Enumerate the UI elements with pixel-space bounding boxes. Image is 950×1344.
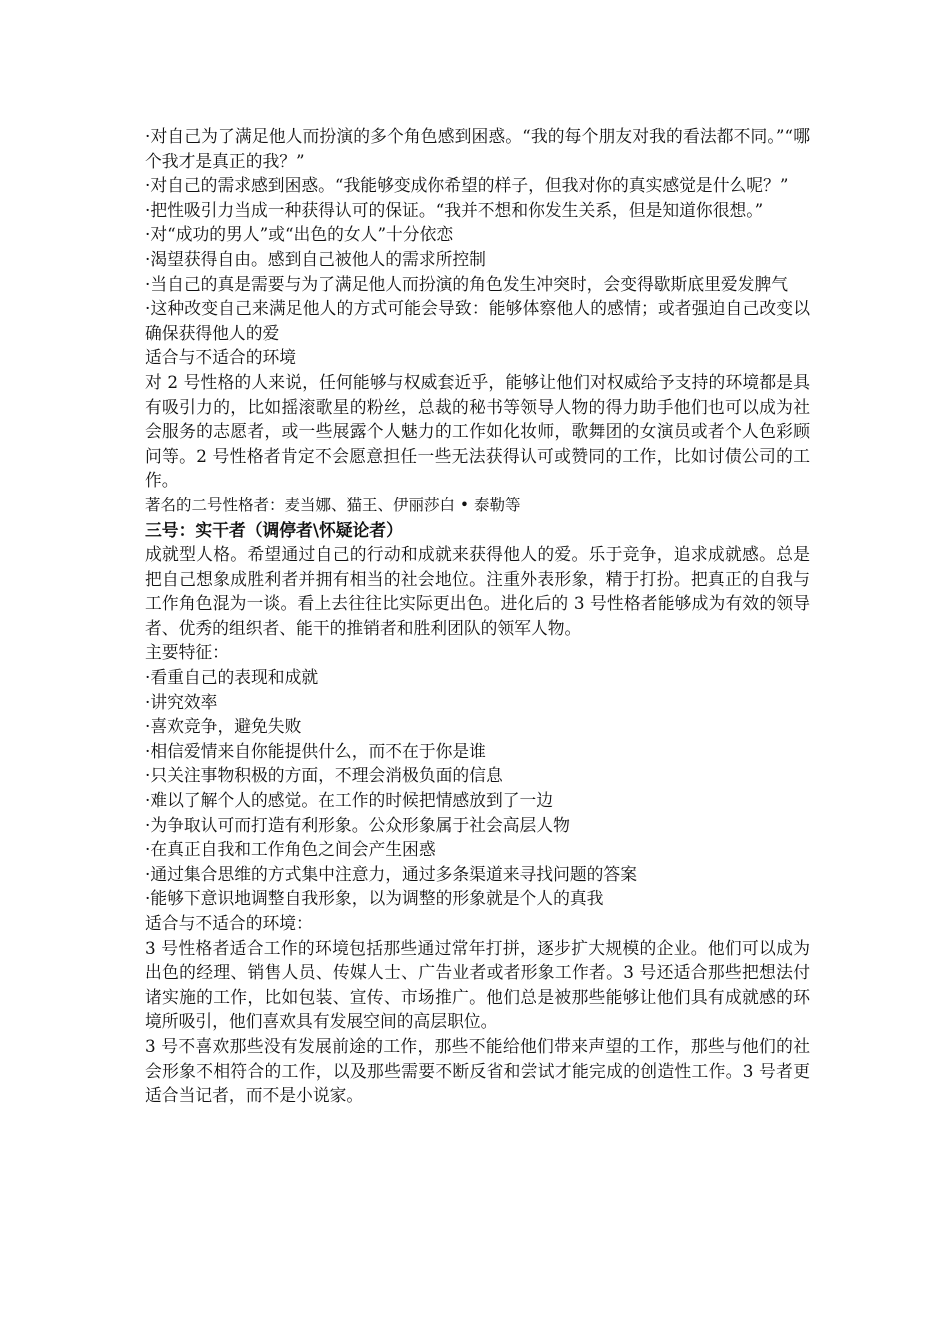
type3-intro: 成就型人格。希望通过自己的行动和成就来获得他人的爱。乐于竞争，追求成就感。总是把自己想象成胜利者并拥有相当的社会地位。注重外表形象，精于打扮。把真正的自我与工作角色混为一谈。看上去往往比实际更出色。进化后的 3 号性格者能够成为有效的领导者、优秀的组织者、能干的推销者和胜利团队的领军人物。 [145, 544, 810, 638]
type2-trait: ·对自己的需求感到困惑。“我能够变成你希望的样子，但我对你的真实感觉是什么呢？” [145, 175, 789, 196]
type2-trait: ·渴望获得自由。感到自己被他人的需求所控制 [145, 248, 486, 269]
type3-trait: ·只关注事物积极的方面，不理会消极负面的信息 [145, 765, 503, 786]
type3-traits-heading: 主要特征： [145, 642, 229, 663]
type3-trait: ·难以了解个人的感觉。在工作的时候把情感放到了一边 [145, 790, 554, 811]
type3-trait: ·通过集合思维的方式集中注意力，通过多条渠道来寻找问题的答案 [145, 863, 637, 884]
type3-environment-text: 3 号性格者适合工作的环境包括那些通过常年打拼，逐步扩大规模的企业。他们可以成为出色的经理、销售人员、传媒人士、广告业者或者形象工作者。3 号还适合那些把想法付诸实施的工作，比如包装、宣传、市场推广。他们总是被那些能够让他们具有成就感的环境所吸引，他们喜欢具有发展空间的高层职位。 [145, 937, 810, 1032]
type3-trait: ·相信爱情来自你能提供什么，而不在于你是谁 [145, 740, 486, 761]
type2-environment-heading: 适合与不适合的环境 [145, 347, 297, 368]
type2-trait: ·对“成功的男人”或“出色的女人”十分依恋 [145, 224, 454, 245]
type2-trait: ·这种改变自己来满足他人的方式可能会导致：能够体察他人的感情；或者强迫自己改变以确保获得他人的爱 [145, 298, 810, 343]
type3-environment-heading: 适合与不适合的环境： [145, 913, 313, 933]
type3-section-heading: 三号：实干者（调停者\怀疑论者） [145, 519, 403, 540]
type2-environment-text: 对 2 号性格的人来说，任何能够与权威套近乎，能够让他们对权威给予支持的环境都是具有吸引力的，比如摇滚歌星的粉丝，总裁的秘书等领导人物的得力助手他们也可以成为社会服务的志愿者，或一些展露个人魅力的工作如化妆师，歌舞团的女演员或者个人色彩顾问等。2 号性格者肯定不会愿意担任一些无法获得认可或赞同的工作，比如讨债公司的工作。 [145, 371, 810, 491]
type3-environment-text: 3 号不喜欢那些没有发展前途的工作，那些不能给他们带来声望的工作，那些与他们的社会形象不相符合的工作，以及那些需要不断反省和尝试才能完成的创造性工作。3 号者更适合当记者，而不是小说家。 [145, 1035, 810, 1106]
type3-trait: ·能够下意识地调整自我形象，以为调整的形象就是个人的真我 [145, 888, 604, 909]
type3-trait: ·为争取认可而打造有利形象。公众形象属于社会高层人物 [145, 814, 570, 835]
type2-trait: ·当自己的真是需要与为了满足他人而扮演的角色发生冲突时，会变得歇斯底里爱发脾气 [145, 273, 789, 294]
type2-famous-people: 著名的二号性格者：麦当娜、猫王、伊丽莎白 • 泰勒等 [145, 495, 521, 514]
type3-trait: ·讲究效率 [145, 691, 218, 712]
type3-trait: ·喜欢竞争，避免失败 [145, 716, 302, 737]
type2-trait: ·对自己为了满足他人而扮演的多个角色感到困惑。“我的每个朋友对我的看法都不同。”“哪个我才是真正的我？” [145, 126, 810, 171]
type2-trait: ·把性吸引力当成一种获得认可的保证。“我并不想和你发生关系，但是知道你很想。” [145, 199, 764, 220]
type3-trait: ·看重自己的表现和成就 [145, 667, 319, 688]
document-page [145, 124, 810, 1108]
type3-trait: ·在真正自我和工作角色之间会产生困惑 [145, 839, 436, 860]
